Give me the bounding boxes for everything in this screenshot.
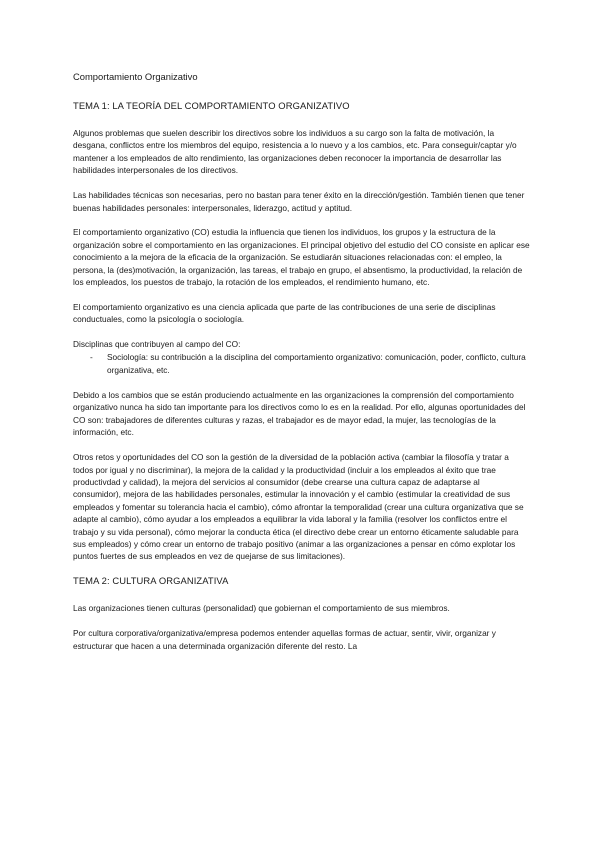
paragraph-culturas: Las organizaciones tienen culturas (personalidad) que gobiernan el comportamiento de sus miembros. — [73, 603, 450, 614]
tema1-heading: TEMA 1: LA TEORÍA DEL COMPORTAMIENTO ORGANIZATIVO — [73, 100, 350, 111]
paragraph-co-definicion: El comportamiento organizativo (CO) estudia la influencia que tienen los individuos, los grupos y la estructura de la organización sobre el comportamiento en las organizaciones. El principal objetivo del estudio del CO consiste en aplicar ese conocimiento a la mejora de la eficacia de la organización. Se estudiarán situaciones relacionadas con: el empleo, la persona, la (des)motivación, la organización, las tareas, el trabajo en grupo, el absentismo, la productividad, la relación de los empleados, los puestos de trabajo, la rotación de los empleados, el rendimiento humano, etc. — [73, 227, 530, 288]
list-item-text: Sociología: su contribución a la disciplina del comportamiento organizativo: comunicación, poder, conflicto, cultura organizativa, etc. — [107, 352, 526, 375]
list-dash: - — [90, 352, 93, 363]
disciplinas-list — [73, 351, 530, 376]
tema2-heading: TEMA 2: CULTURA ORGANIZATIVA — [73, 575, 229, 587]
paragraph-habilidades: Las habilidades técnicas son necesarias, pero no bastan para tener éxito en la dirección/gestión. También tienen que tener buenas habilidades personales: interpersonales, liderazgo, actitud y aptitud. — [73, 190, 525, 213]
paragraph-cambios: Debido a los cambios que se están produciendo actualmente en las organizaciones la comprensión del comportamiento organizativo nunca ha sido tan importante para los directivos como lo es en la realidad. Por ello, algunas oportunidades del CO son: trabajadores de diferentes culturas y razas, el trabajador es de mayor edad, la mujer, las tecnologías de la información, etc. — [73, 390, 526, 438]
paragraph-cultura-corporativa: Por cultura corporativa/organizativa/empresa podemos entender aquellas formas de actuar, sentir, vivir, organizar y estructurar que hacen a una determinada organización diferente del resto. La — [73, 628, 496, 651]
paragraph-ciencia-aplicada: El comportamiento organizativo es una ciencia aplicada que parte de las contribuciones de una serie de disciplinas conductuales, como la psicología o sociología. — [73, 301, 496, 325]
paragraph-retos: Otros retos y oportunidades del CO son la gestión de la diversidad de la población activa (cambiar la filosofía y tratar a todos por igual y no discriminar), la mejora de la calidad y la productividad (incluir a los empleados al éxito que trae productivdad y calidad), la mejora del servicios al consumidor (debe crearse una cultura capaz de adaptarse al consumidor), mejora de las habilidades personales, estimular la innovación y el cambio (estimular la creatividad de sus empleados y fomentar su tolerancia hacia el cambio), cómo afrontar la temporalidad (crear una cultura organizativa que se adapte al cambio), cómo ayudar a los empleados a equilibrar la vida laboral y la familia (resolver los conflictos entre el trabajo y su vida personal), cómo mejorar la conducta ética (el directivo debe crear un entorno éticamente saludable para sus empleados) y cómo crear un entorno de trabajo positivo (animar a las organizaciones a pensar en cómo explotar los puntos fuertes de sus empleados en vez de quejarse de sus limitaciones). — [73, 452, 524, 562]
paragraph-problemas: Algunos problemas que suelen describir los directivos sobre los individuos a su cargo son la falta de motivación, la desgana, conflictos entre los miembros del equipo, resistencia a lo nuevo y a los cambios, etc. Para conseguir/captar y/o mantener a los empleados de alto rendimiento, las organizaciones deben reconocer la importancia de desarrollar las habilidades interpersonales de los directivos. — [73, 128, 517, 176]
list-item — [90, 351, 530, 376]
paragraph-disciplinas: Disciplinas que contribuyen al campo del CO: — [73, 339, 241, 350]
document-title: Comportamiento Organizativo — [73, 71, 198, 82]
